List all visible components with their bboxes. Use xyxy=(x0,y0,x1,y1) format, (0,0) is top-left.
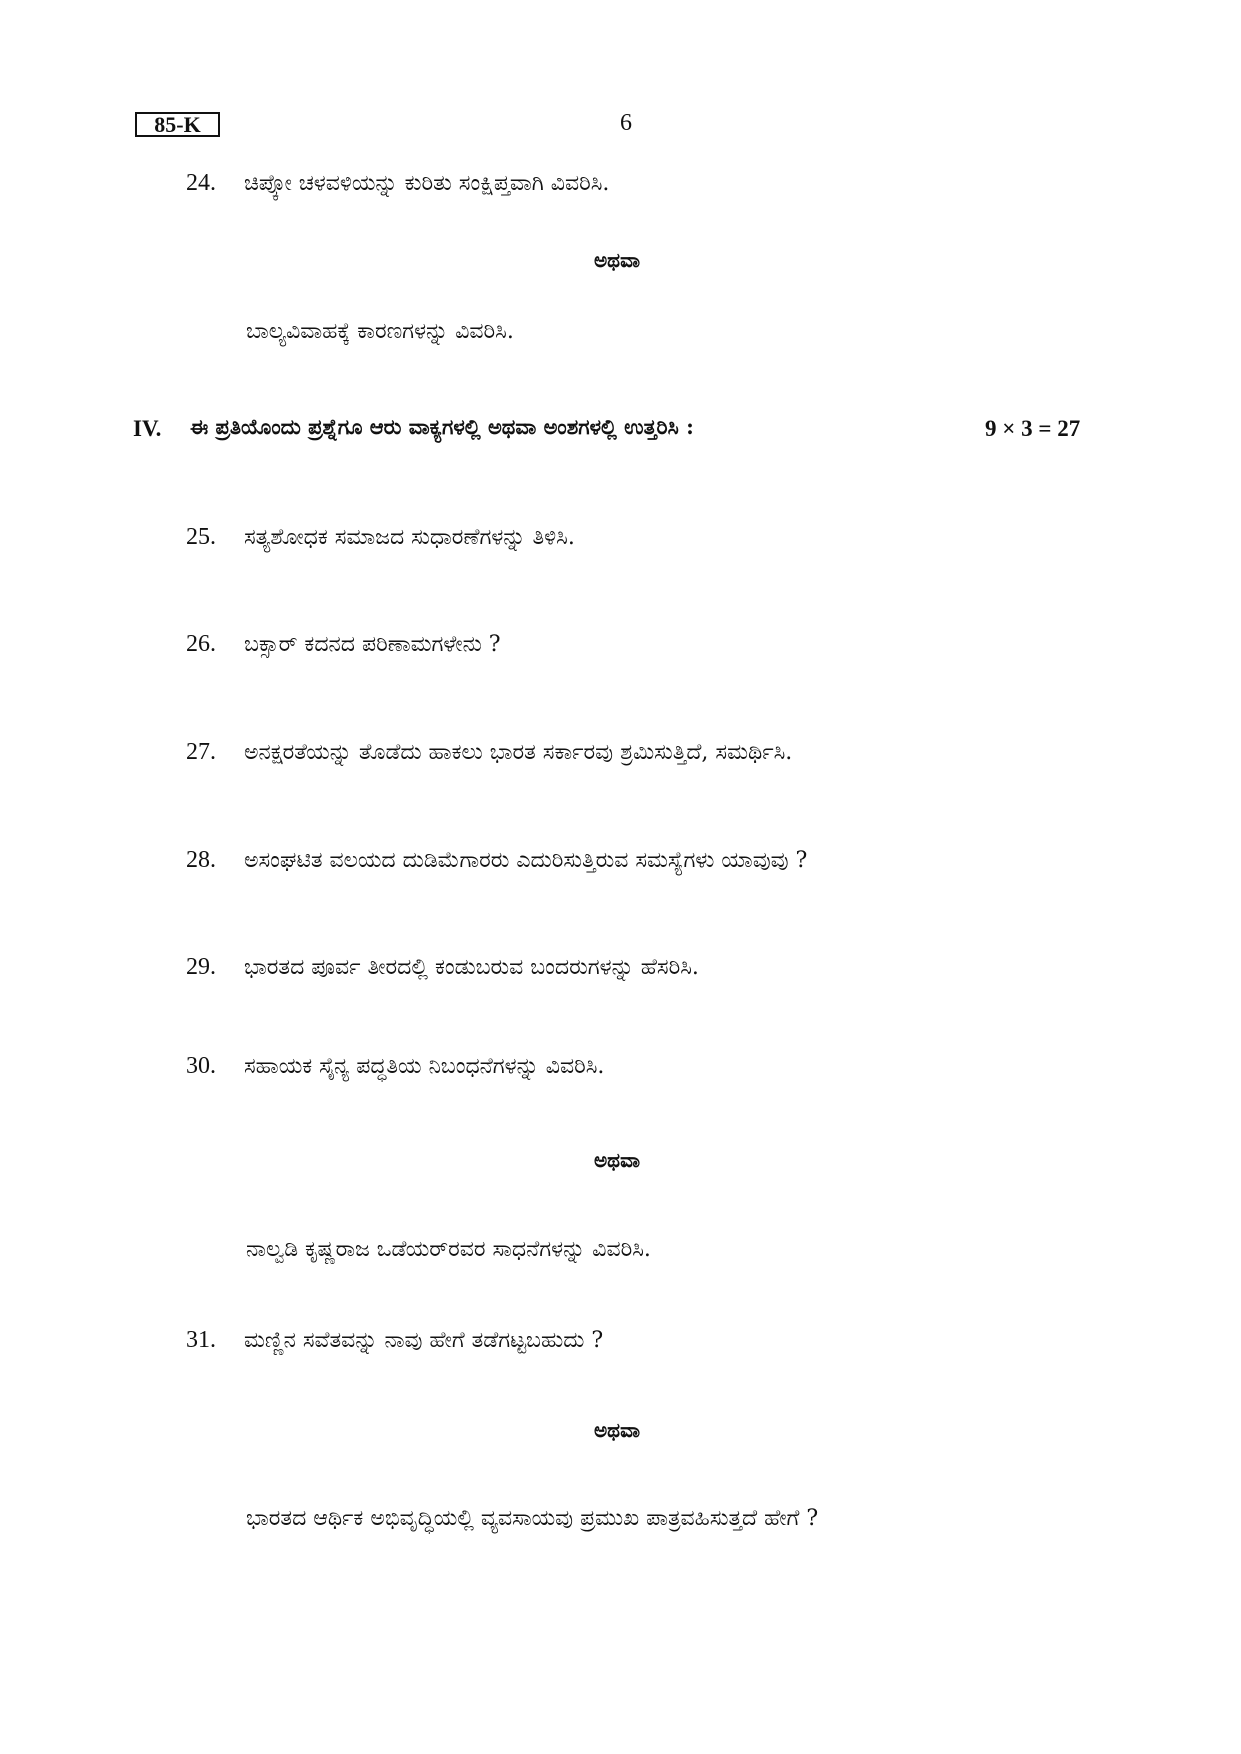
question-number: 24. xyxy=(186,170,216,196)
question-number: 25. xyxy=(186,524,216,550)
question-26 xyxy=(186,629,501,660)
question-text: ಮಣ್ಣಿನ ಸವೆತವನ್ನು ನಾವು ಹೇಗೆ ತಡೆಗಟ್ಟಬಹುದು ? xyxy=(244,1328,604,1353)
or-label-30: ಅಥವಾ xyxy=(594,1148,640,1172)
question-30 xyxy=(186,1051,604,1082)
question-number: 31. xyxy=(186,1327,216,1353)
question-text: ಅಸಂಘಟಿತ ವಲಯದ ದುಡಿಮೆಗಾರರು ಎದುರಿಸುತ್ತಿರುವ ಸಮಸ್ಯೆಗಳು ಯಾವುವು ? xyxy=(244,848,808,873)
question-28 xyxy=(186,845,807,876)
question-text: ಭಾರತದ ಪೂರ್ವ ತೀರದಲ್ಲಿ ಕಂಡುಬರುವ ಬಂದರುಗಳನ್ನು ಹೆಸರಿಸಿ. xyxy=(244,955,699,980)
question-29 xyxy=(186,952,699,983)
question-text: ಸತ್ಯಶೋಧಕ ಸಮಾಜದ ಸುಧಾರಣೆಗಳನ್ನು ತಿಳಿಸಿ. xyxy=(244,525,575,550)
question-number: 30. xyxy=(186,1053,216,1079)
question-number: 29. xyxy=(186,954,216,980)
question-30-alternative: ನಾಲ್ವಡಿ ಕೃಷ್ಣರಾಜ ಒಡೆಯರ್‌ರವರ ಸಾಧನೆಗಳನ್ನು ವಿವರಿಸಿ. xyxy=(246,1237,651,1262)
question-text: ಸಹಾಯಕ ಸೈನ್ಯ ಪದ್ಧತಿಯ ನಿಬಂಧನೆಗಳನ್ನು ವಿವರಿಸಿ. xyxy=(244,1054,605,1079)
page-number: 6 xyxy=(620,110,632,136)
section-instruction: ಈ ಪ್ರತಿಯೊಂದು ಪ್ರಶ್ನೆಗೂ ಆರು ವಾಕ್ಯಗಳಲ್ಲಿ ಅಥವಾ ಅಂಶಗಳಲ್ಲಿ ಉತ್ತರಿಸಿ : xyxy=(190,414,694,439)
question-text: ಅನಕ್ಷರತೆಯನ್ನು ತೊಡೆದು ಹಾಕಲು ಭಾರತ ಸರ್ಕಾರವು ಶ್ರಮಿಸುತ್ತಿದೆ, ಸಮರ್ಥಿಸಿ. xyxy=(244,740,793,765)
section-number: IV. xyxy=(133,416,162,441)
question-27 xyxy=(186,737,792,768)
question-text: ಬಕ್ಸಾರ್ ಕದನದ ಪರಿಣಾಮಗಳೇನು ? xyxy=(244,632,501,657)
question-24 xyxy=(186,168,609,199)
question-25 xyxy=(186,522,575,553)
question-text: ಚಿಪ್ಕೋ ಚಳವಳಿಯನ್ನು ಕುರಿತು ಸಂಕ್ಷಿಪ್ತವಾಗಿ ವಿವರಿಸಿ. xyxy=(244,171,610,196)
question-24-alternative: ಬಾಲ್ಯವಿವಾಹಕ್ಕೆ ಕಾರಣಗಳನ್ನು ವಿವರಿಸಿ. xyxy=(246,319,514,344)
question-number: 26. xyxy=(186,631,216,657)
question-31-alternative: ಭಾರತದ ಆರ್ಥಿಕ ಅಭಿವೃದ್ಧಿಯಲ್ಲಿ ವ್ಯವಸಾಯವು ಪ್ರಮುಖ ಪಾತ್ರವಹಿಸುತ್ತದೆ ಹೇಗೆ ? xyxy=(246,1506,819,1531)
paper-code-box: 85-K xyxy=(135,112,220,137)
question-number: 27. xyxy=(186,739,216,765)
question-31 xyxy=(186,1325,603,1356)
question-number: 28. xyxy=(186,847,216,873)
section-marks: 9 × 3 = 27 xyxy=(985,416,1081,441)
or-label-24: ಅಥವಾ xyxy=(594,248,640,272)
or-label-31: ಅಥವಾ xyxy=(594,1418,640,1442)
